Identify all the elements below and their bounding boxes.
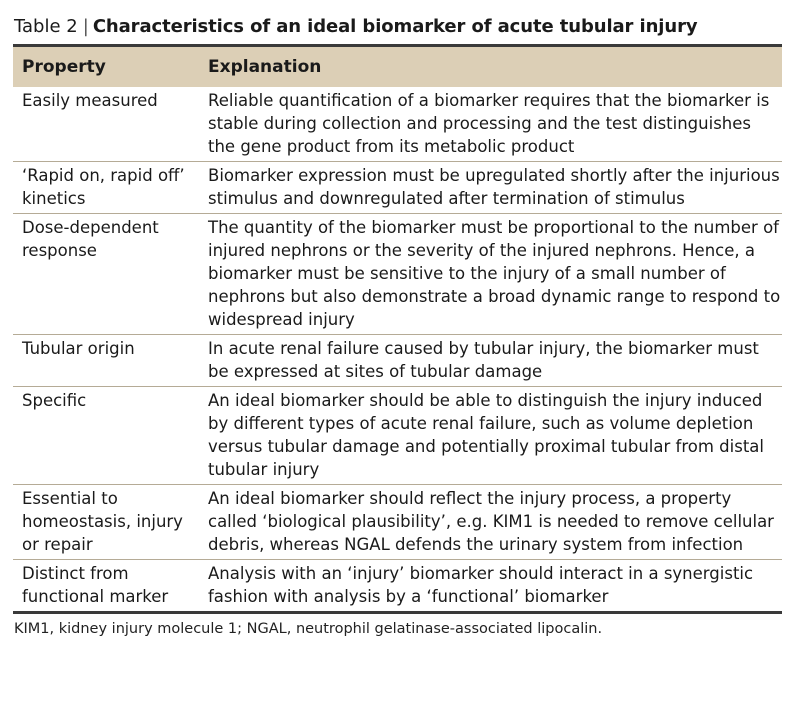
table-body — [13, 87, 782, 611]
property-cell: ‘Rapid on, rapid off’ kinetics — [22, 166, 185, 208]
explanation-cell: Biomarker expression must be upregulated shortly after the injurious stimulus and downregulated after termination of stimulus — [208, 166, 780, 208]
table-row — [13, 387, 782, 485]
table-row — [13, 214, 782, 335]
property-cell: Dose-dependent response — [22, 218, 159, 260]
property-cell: Easily measured — [22, 91, 158, 110]
table-row — [13, 560, 782, 611]
table-label: Table 2 — [14, 15, 78, 37]
property-cell: Essential to homeostasis, injury or repair — [22, 489, 183, 554]
table-caption — [13, 8, 782, 44]
table-row — [13, 335, 782, 387]
table-row — [13, 162, 782, 214]
explanation-cell: In acute renal failure caused by tubular injury, the biomarker must be expressed at sites of tubular damage — [208, 339, 759, 381]
explanation-cell: The quantity of the biomarker must be proportional to the number of injured nephrons or the severity of the injured nephrons. Hence, a biomarker must be sensitive to the injury of a small number of nephrons but also demonstrate a broad dynamic range to respond to widespread injury — [208, 218, 781, 329]
table-row — [13, 87, 782, 162]
property-cell: Specific — [22, 391, 87, 410]
explanation-cell: An ideal biomarker should reflect the injury process, a property called ‘biological plausibility’, e.g. KIM1 is needed to remove cellular debris, whereas NGAL defends the urinary system from infection — [208, 489, 774, 554]
header-property: Property — [22, 57, 106, 77]
explanation-cell: Analysis with an ‘injury’ biomarker should interact in a synergistic fashion with analysis by a ‘functional’ biomarker — [208, 564, 754, 606]
table-footnote: KIM1, kidney injury molecule 1; NGAL, neutrophil gelatinase-associated lipocalin. — [14, 621, 603, 637]
explanation-cell: An ideal biomarker should be able to distinguish the injury induced by different types of acute renal failure, such as volume depletion versus tubular damage and potentially proximal tubular from distal tubular injury — [208, 391, 764, 479]
explanation-cell: Reliable quantification of a biomarker requires that the biomarker is stable during collection and processing and the test distinguishes the gene product from its metabolic product — [208, 91, 770, 156]
property-cell: Tubular origin — [22, 339, 135, 358]
table-header-row — [13, 47, 782, 87]
table-title: Characteristics of an ideal biomarker of acute tubular injury — [92, 15, 698, 37]
biomarker-table — [13, 8, 782, 637]
caption-separator: | — [82, 15, 89, 37]
header-explanation: Explanation — [208, 57, 322, 77]
table-row — [13, 485, 782, 560]
property-cell: Distinct from functional marker — [22, 564, 169, 606]
